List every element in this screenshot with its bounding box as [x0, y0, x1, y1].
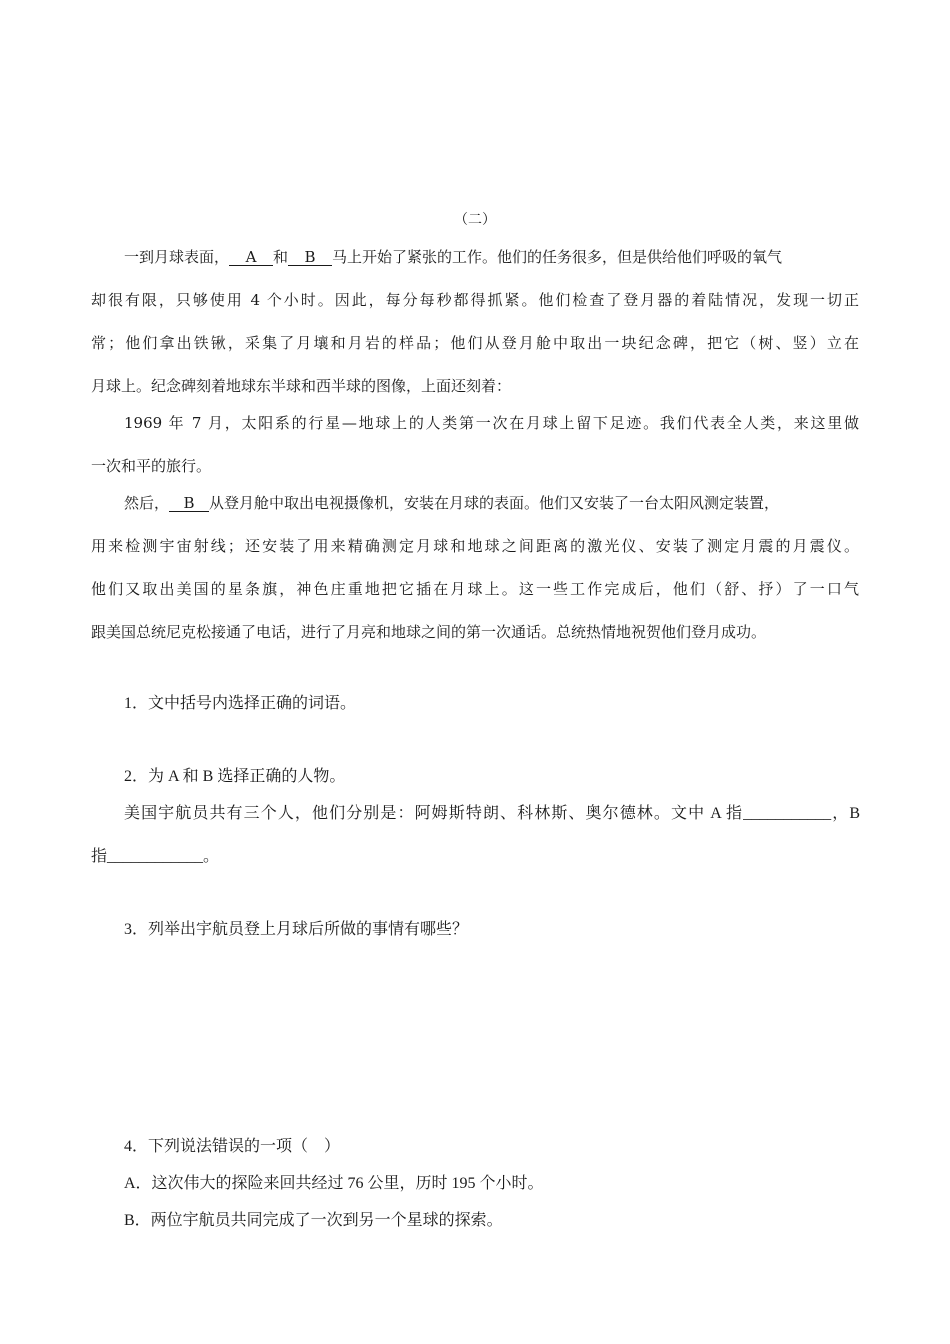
passage-p3-line3: 他们又取出美国的星条旗，神色庄重地把它插在月球上。这一些工作完成后，他们（舒、抒）了一口气 — [91, 580, 859, 598]
passage-p2-line2: 一次和平的旅行。 — [91, 457, 212, 475]
question-2-detail-line1: 美国宇航员共有三个人，他们分别是：阿姆斯特朗、科林斯、奥尔德林。文中 A 指___________，B — [124, 805, 860, 822]
passage-p1-between: 和 — [273, 248, 289, 266]
passage-p3-before-b: 然后， — [124, 494, 170, 512]
passage-p3-line4: 跟美国总统尼克松接通了电话，进行了月亮和地球之间的第一次通话。总统热情地祝贺他们登月成功。 — [91, 623, 767, 641]
blank-b: B — [288, 249, 332, 266]
blank-a: A — [229, 249, 273, 266]
passage-p1-line3: 常；他们拿出铁锹，采集了月壤和月岩的样品；他们从登月舱中取出一块纪念碑，把它（树、竖）立在 — [91, 334, 859, 352]
blank-b-second: B — [169, 495, 209, 512]
question-3: 3．列举出宇航员登上月球后所做的事情有哪些？ — [124, 921, 469, 938]
question-2-detail-line2: 指____________。 — [91, 848, 220, 865]
passage-p1-line1-rest: 马上开始了紧张的工作。他们的任务很多，但是供给他们呼吸的氧气 — [332, 248, 783, 266]
question-2: 2．为 A 和 B 选择正确的人物。 — [124, 768, 346, 785]
passage-p1-line1 — [124, 247, 859, 267]
question-4: 4．下列说法错误的一项（ ） — [124, 1138, 341, 1155]
passage-p2-line1: 1969 年 7 月，太阳系的行星—地球上的人类第一次在月球上留下足迹。我们代表全人类，来这里做 — [124, 414, 859, 432]
question-4-option-b: B．两位宇航员共同完成了一次到另一个星球的探索。 — [124, 1212, 503, 1229]
question-1: 1．文中括号内选择正确的词语。 — [124, 695, 357, 712]
passage-p1-before-a: 一到月球表面， — [124, 248, 230, 266]
question-4-option-a: A．这次伟大的探险来回共经过 76 公里，历时 195 个小时。 — [124, 1175, 544, 1192]
passage-p3-line1-rest: 从登月舱中取出电视摄像机，安装在月球的表面。他们又安装了一台太阳风测定装置， — [209, 494, 780, 512]
passage-p3-line2: 用来检测宇宙射线；还安装了用来精确测定月球和地球之间距离的激光仪、安装了测定月震的月震仪。 — [91, 537, 859, 555]
passage-p3-line1 — [124, 493, 859, 513]
passage-p1-line2: 却很有限，只够使用 4 个小时。因此，每分每秒都得抓紧。他们检查了登月器的着陆情况，发现一切正 — [91, 291, 859, 309]
section-title: （二） — [454, 212, 496, 228]
passage-p1-line4: 月球上。纪念碑刻着地球东半球和西半球的图像，上面还刻着： — [91, 377, 512, 395]
